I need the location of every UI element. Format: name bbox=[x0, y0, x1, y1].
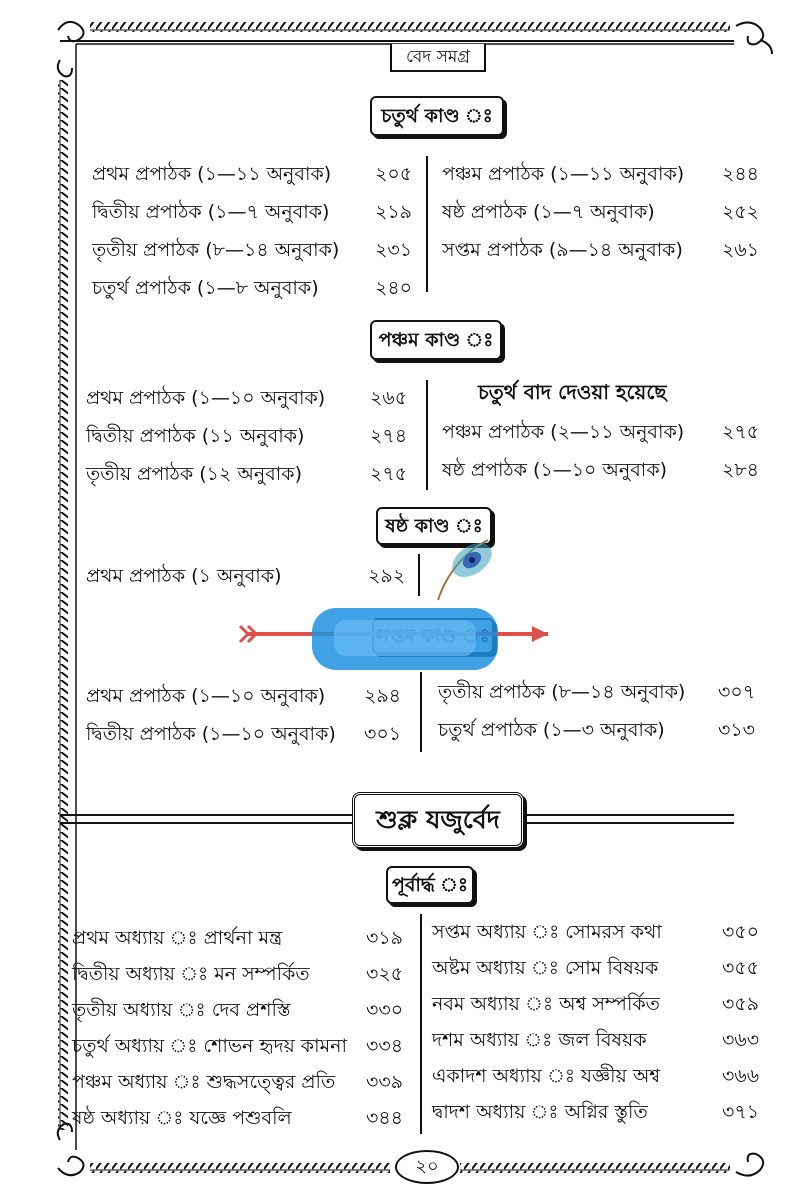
toc-page: ৩৫০ bbox=[722, 921, 760, 943]
book-title: বেদ সমগ্র bbox=[390, 44, 486, 72]
toc-page: ৩৩০ bbox=[366, 999, 404, 1021]
toc-page: ২১৯ bbox=[375, 201, 413, 223]
toc-page: ২৬৫ bbox=[370, 387, 408, 409]
toc-page: ৩০৭ bbox=[718, 681, 756, 703]
toc-entry: অষ্টম অধ্যায় ঃ সোম বিষয়ক bbox=[432, 957, 659, 979]
toc-page: ২৯২ bbox=[368, 565, 406, 587]
toc-entry: পঞ্চম প্রপাঠক (১—১১ অনুবাক) bbox=[442, 163, 685, 185]
toc-entry: প্রথম প্রপাঠক (১—১০ অনুবাক) bbox=[86, 685, 326, 707]
toc-entry: প্রথম প্রপাঠক (১—১০ অনুবাক) bbox=[86, 387, 326, 409]
toc-entry: দ্বিতীয় প্রপাঠক (১—৭ অনুবাক) bbox=[92, 201, 330, 223]
column-divider bbox=[420, 672, 422, 752]
toc-entry: সপ্তম প্রপাঠক (৯—১৪ অনুবাক) bbox=[442, 239, 683, 261]
toc-page: ৩৩৪ bbox=[366, 1035, 404, 1057]
peacock-feather-icon bbox=[438, 536, 498, 600]
heading-rule-left bbox=[60, 814, 352, 824]
toc-page: ৩০১ bbox=[364, 723, 402, 745]
toc-page: ৩৬৩ bbox=[722, 1029, 760, 1051]
toc-entry: নবম অধ্যায় ঃ অশ্ব সম্পর্কিত bbox=[432, 993, 660, 1015]
toc-entry: চতুর্থ অধ্যায় ঃ শোভন হৃদয় কামনা bbox=[72, 1035, 348, 1057]
column-divider bbox=[426, 156, 428, 292]
toc-entry: প্রথম অধ্যায় ঃ প্রার্থনা মন্ত্র bbox=[72, 927, 283, 949]
toc-page: ২৪০ bbox=[375, 277, 413, 299]
toc-entry: তৃতীয় প্রপাঠক (৮—১৪ অনুবাক) bbox=[438, 681, 686, 703]
omission-note: চতুর্থ বাদ দেওয়া হয়েছে bbox=[478, 380, 667, 404]
toc-entry: দ্বিতীয় প্রপাঠক (১—১০ অনুবাক) bbox=[86, 723, 336, 745]
toc-page: ৩২৫ bbox=[366, 963, 404, 985]
kanda6-heading: ষষ্ঠ কাণ্ড ঃ bbox=[376, 507, 492, 545]
toc-entry: চতুর্থ প্রপাঠক (১—৮ অনুবাক) bbox=[92, 277, 319, 299]
toc-entry: চতুর্থ প্রপাঠক (১—৩ অনুবাক) bbox=[438, 719, 665, 741]
toc-entry: ষষ্ঠ প্রপাঠক (১—১০ অনুবাক) bbox=[442, 459, 668, 481]
kanda4-heading: চতুর্থ কাণ্ড ঃ bbox=[370, 96, 504, 136]
kanda5-heading: পঞ্চম কাণ্ড ঃ bbox=[370, 320, 502, 360]
toc-page: ২৮৪ bbox=[722, 459, 760, 481]
shukla-yajurveda-heading: শুক্ল যজুর্বেদ bbox=[352, 792, 524, 848]
toc-entry: ষষ্ঠ অধ্যায় ঃ যজ্ঞে পশুবলি bbox=[72, 1107, 292, 1129]
toc-entry: তৃতীয় অধ্যায় ঃ দেব প্রশস্তি bbox=[72, 999, 291, 1021]
purvardha-heading: পূর্বার্দ্ধ ঃ bbox=[386, 866, 474, 904]
toc-entry: তৃতীয় প্রপাঠক (১২ অনুবাক) bbox=[86, 463, 302, 485]
toc-page: ৩৫৯ bbox=[722, 993, 760, 1015]
toc-entry: পঞ্চম প্রপাঠক (২—১১ অনুবাক) bbox=[442, 421, 685, 443]
toc-page: ৩৩৯ bbox=[366, 1071, 404, 1093]
toc-page: ৩১৯ bbox=[366, 927, 404, 949]
toc-entry: দশম অধ্যায় ঃ জল বিষয়ক bbox=[432, 1029, 647, 1051]
toc-page: ২৪৪ bbox=[722, 163, 760, 185]
toc-entry: সপ্তম অধ্যায় ঃ সোমরস কথা bbox=[432, 921, 662, 943]
watermark-logo bbox=[238, 530, 558, 680]
toc-page: ২৩১ bbox=[375, 239, 413, 261]
column-divider bbox=[420, 914, 422, 1134]
page-number: ২০ bbox=[395, 1150, 459, 1184]
toc-page: ৩৭১ bbox=[722, 1101, 760, 1123]
toc-entry: দ্বাদশ অধ্যায় ঃ অগ্নির স্তুতি bbox=[432, 1101, 648, 1123]
toc-page: ৩৬৬ bbox=[722, 1065, 760, 1087]
toc-entry: প্রথম প্রপাঠক (১—১১ অনুবাক) bbox=[92, 163, 332, 185]
toc-page: ৩৪৪ bbox=[366, 1107, 404, 1129]
toc-entry: দ্বিতীয় প্রপাঠক (১১ অনুবাক) bbox=[86, 425, 305, 447]
toc-page: ২৭৫ bbox=[370, 463, 408, 485]
toc-page: ২৯৪ bbox=[364, 685, 402, 707]
toc-page: ২০৫ bbox=[375, 163, 413, 185]
toc-page: ২৬১ bbox=[722, 239, 760, 261]
toc-page: ২৭৪ bbox=[370, 425, 408, 447]
toc-entry: পঞ্চম অধ্যায় ঃ শুদ্ধসত্ত্বের প্রতি bbox=[72, 1071, 336, 1093]
toc-entry: প্রথম প্রপাঠক (১ অনুবাক) bbox=[86, 565, 282, 587]
toc-entry: ষষ্ঠ প্রপাঠক (১—৭ অনুবাক) bbox=[442, 201, 655, 223]
column-divider bbox=[426, 380, 428, 490]
toc-entry: তৃতীয় প্রপাঠক (৮—১৪ অনুবাক) bbox=[92, 239, 340, 261]
toc-page: ৩৫৫ bbox=[722, 957, 760, 979]
toc-page: ২৫২ bbox=[722, 201, 760, 223]
toc-entry: দ্বিতীয় অধ্যায় ঃ মন সম্পর্কিত bbox=[72, 963, 310, 985]
heading-rule-right bbox=[518, 814, 734, 824]
toc-page: ২৭৫ bbox=[722, 421, 760, 443]
toc-entry: একাদশ অধ্যায় ঃ যজ্ঞীয় অশ্ব bbox=[432, 1065, 661, 1087]
toc-page: ৩১৩ bbox=[718, 719, 756, 741]
